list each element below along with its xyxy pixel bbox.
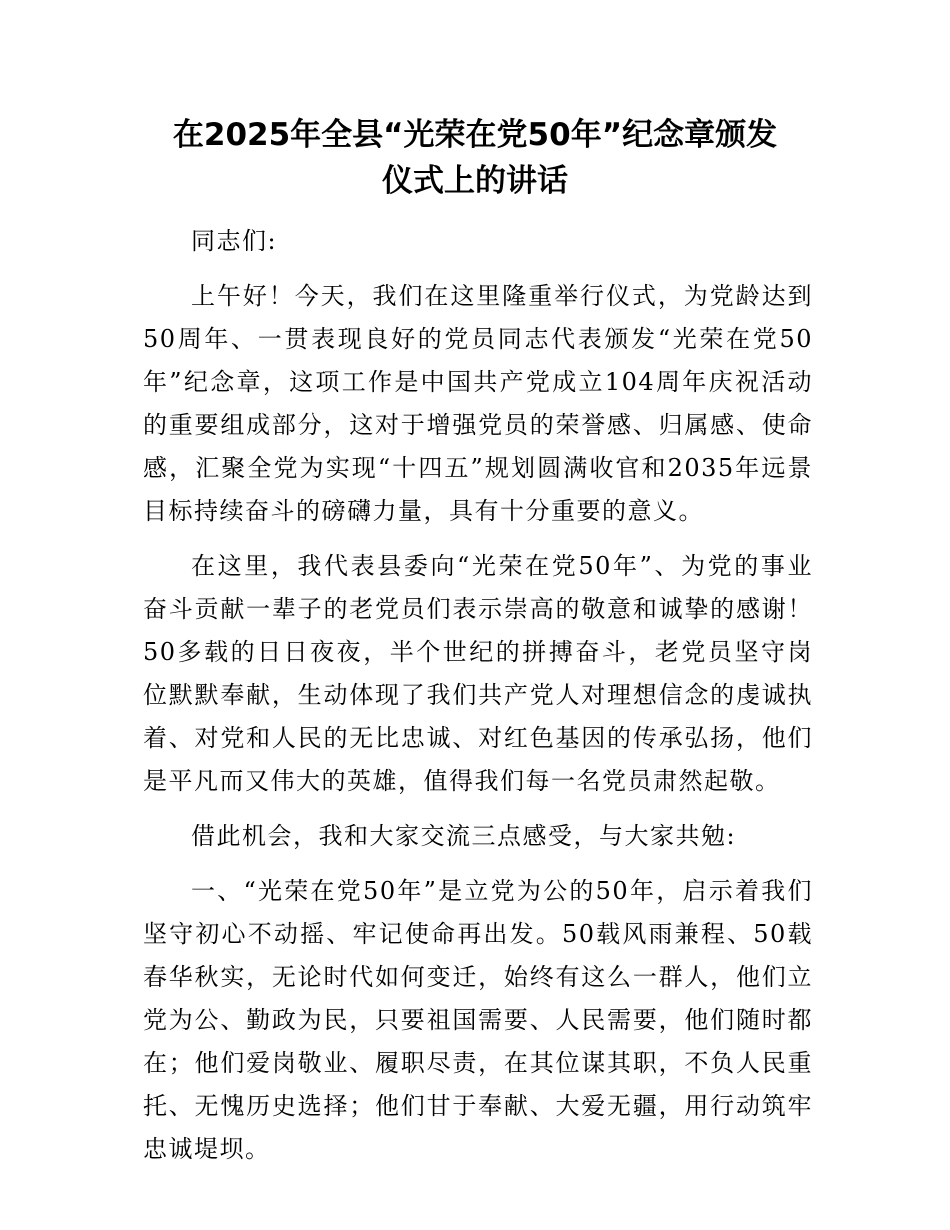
paragraph-point-one: 一、“光荣在党50年”是立党为公的50年，启示着我们坚守初心不动摇、牢记使命再出发。50载风雨兼程、50载春华秋实，无论时代如何变迁，始终有这么一群人，他们立党为公、勤政为民，只要祖国需要、人民需要，他们随时都在；他们爱岗敬业、履职尽责，在其位谋其职，不负人民重托、无愧历史选择；他们甘于奉献、大爱无疆，用行动筑牢忠诚堤坝。 xyxy=(143,877,813,1163)
title-line-2: 仪式上的讲话 xyxy=(382,163,568,199)
title-line-1: 在2025年全县“光荣在党50年”纪念章颁发 xyxy=(172,117,778,153)
paragraph-greeting: 上午好！今天，我们在这里隆重举行仪式，为党龄达到50周年、一贯表现良好的党员同志代表颁发“光荣在党50年”纪念章，这项工作是中国共产党成立104周年庆祝活动的重要组成部分，这对于增强党员的荣誉感、归属感、使命感，汇聚全党为实现“十四五”规划圆满收官和2035年远景目标持续奋斗的磅礴力量，具有十分重要的意义。 xyxy=(143,282,813,525)
salutation: 同志们: xyxy=(191,227,278,255)
paragraph-intro-points: 借此机会，我和大家交流三点感受，与大家共勉: xyxy=(191,822,737,850)
document-title xyxy=(130,112,820,204)
document-body xyxy=(143,220,813,1183)
paragraph-tribute: 在这里，我代表县委向“光荣在党50年”、为党的事业奋斗贡献一辈子的老党员们表示崇高的敬意和诚挚的感谢！50多载的日日夜夜，半个世纪的拼搏奋斗，老党员坚守岗位默默奉献，生动体现了我们共产党人对理想信念的虔诚执着、对党和人民的无比忠诚、对红色基因的传承弘扬，他们是平凡而又伟大的英雄，值得我们每一名党员肃然起敬。 xyxy=(143,552,813,795)
